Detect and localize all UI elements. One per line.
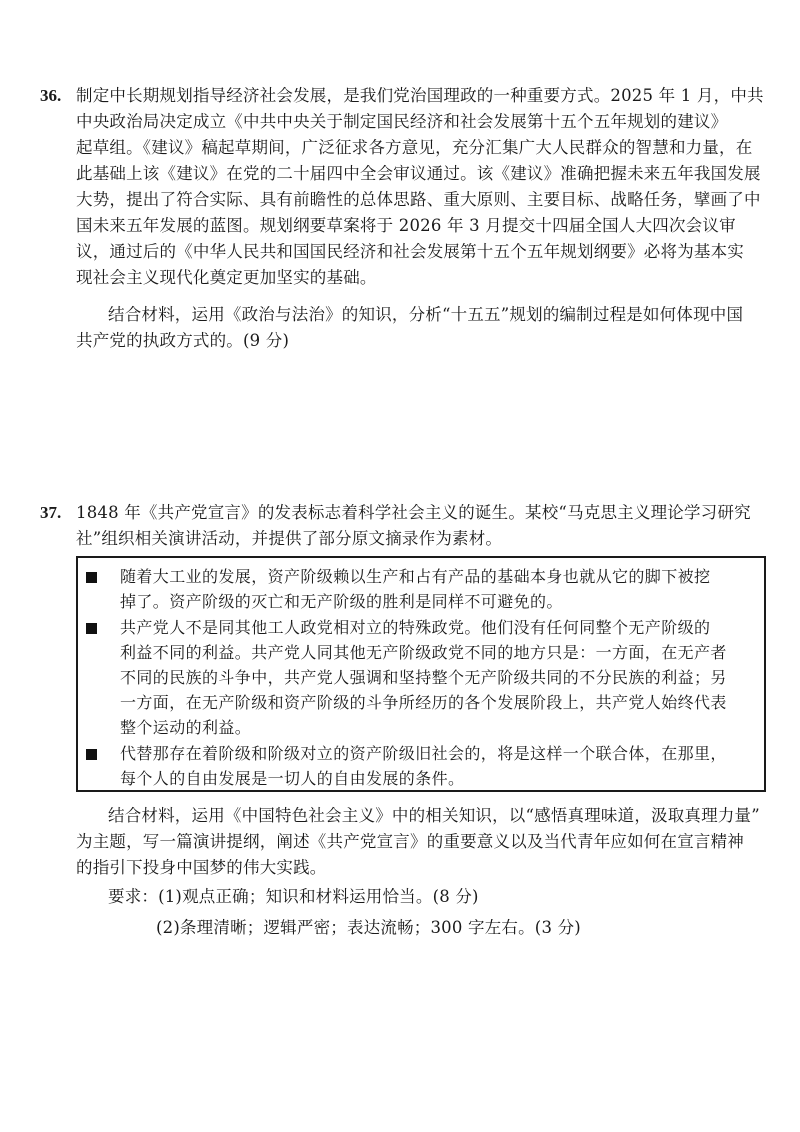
quote-line: 不同的民族的斗争中，共产党人强调和坚持整个无产阶级共同的不分民族的利益；另	[120, 668, 727, 687]
q37-prompt-line: 的指引下投身中国梦的伟大实践。	[76, 858, 327, 877]
quote-line: 整个运动的利益。	[120, 718, 252, 737]
q37-intro-line: 社”组织相关演讲活动，并提供了部分原文摘录作为素材。	[76, 529, 503, 548]
quote-line: 随着大工业的发展，资产阶级赖以生产和占有产品的基础本身也就从它的脚下被挖	[120, 567, 711, 586]
square-bullet-icon	[86, 572, 97, 583]
q37-intro-line: 1848 年《共产党宣言》的发表标志着科学社会主义的诞生。某校“马克思主义理论学习研究	[76, 503, 751, 522]
q36-material-line: 国未来五年发展的蓝图。规划纲要草案将于 2026 年 3 月提交十四届全国人大四次会议审	[76, 216, 736, 235]
q36-material-line: 中央政治局决定成立《中共中央关于制定国民经济和社会发展第十五个五年规划的建议》	[76, 112, 728, 131]
q37-requirement-line: 要求：(1)观点正确；知识和材料运用恰当。(8 分)	[108, 887, 479, 906]
q36-material-line: 起草组。《建议》稿起草期间，广泛征求各方意见，充分汇集广大人民群众的智慧和力量，在	[76, 138, 753, 157]
quote-line: 掉了。资产阶级的灭亡和无产阶级的胜利是同样不可避免的。	[120, 592, 563, 611]
question-37-number: 37.	[40, 503, 62, 522]
quote-line: 共产党人不是同其他工人政党相对立的特殊政党。他们没有任何同整个无产阶级的	[120, 618, 711, 637]
q36-material-line: 议，通过后的《中华人民共和国国民经济和社会发展第十五个五年规划纲要》必将为基本实	[76, 242, 744, 261]
q36-material-line: 大势，提出了符合实际、具有前瞻性的总体思路、重大原则、主要目标、战略任务，擘画了中	[76, 190, 761, 209]
question-36-number: 36.	[40, 86, 62, 105]
q36-material-line: 现社会主义现代化奠定更加坚实的基础。	[76, 268, 377, 287]
q36-prompt-line: 结合材料，运用《政治与法治》的知识，分析“十五五”规划的编制过程是如何体现中国	[108, 305, 744, 324]
q36-material-line: 制定中长期规划指导经济社会发展，是我们党治国理政的一种重要方式。2025 年 1 月，中共	[76, 86, 764, 105]
quote-line: 一方面，在无产阶级和资产阶级的斗争所经历的各个发展阶段上，共产党人始终代表	[120, 693, 727, 712]
q36-material-line: 此基础上该《建议》在党的二十届四中全会审议通过。该《建议》准确把握未来五年我国发展	[76, 164, 761, 183]
q37-prompt-line: 为主题，写一篇演讲提纲，阐述《共产党宣言》的重要意义以及当代青年应如何在宣言精神	[76, 832, 744, 851]
quote-line: 利益不同的利益。共产党人同其他无产阶级政党不同的地方只是：一方面，在无产者	[120, 643, 727, 662]
q36-prompt-line: 共产党的执政方式的。(9 分)	[76, 331, 290, 350]
quote-line: 代替那存在着阶级和阶级对立的资产阶级旧社会的，将是这样一个联合体，在那里，	[120, 744, 727, 763]
square-bullet-icon	[86, 749, 97, 760]
quote-line: 每个人的自由发展是一切人的自由发展的条件。	[120, 769, 465, 788]
q37-prompt-line: 结合材料，运用《中国特色社会主义》中的相关知识，以“感悟真理味道，汲取真理力量”	[108, 806, 760, 825]
q37-requirement-line: (2)条理清晰；逻辑严密；表达流畅；300 字左右。(3 分)	[156, 918, 581, 937]
square-bullet-icon	[86, 623, 97, 634]
